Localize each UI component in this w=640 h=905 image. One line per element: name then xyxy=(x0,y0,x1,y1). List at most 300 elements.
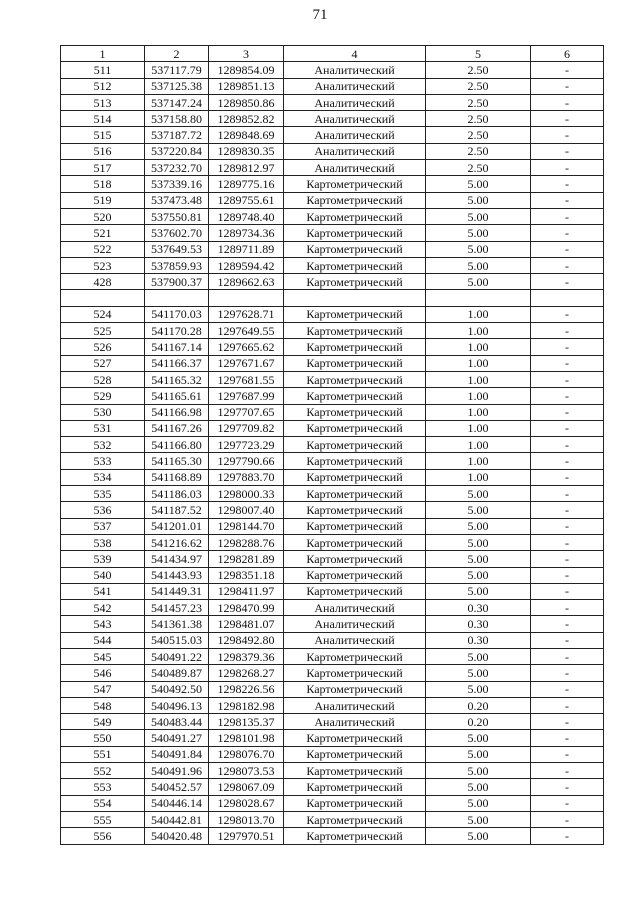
table-row xyxy=(61,355,604,371)
accuracy-cell: 5.00 xyxy=(426,665,531,681)
point-number-cell: 511 xyxy=(61,62,145,78)
y-coordinate-cell: 1289850.86 xyxy=(209,94,284,110)
y-coordinate-cell: 1297628.71 xyxy=(209,306,284,322)
accuracy-cell: 5.00 xyxy=(426,518,531,534)
accuracy-cell: 1.00 xyxy=(426,355,531,371)
method-cell: Аналитический xyxy=(284,143,426,159)
accuracy-cell: 5.00 xyxy=(426,763,531,779)
note-cell: - xyxy=(531,632,604,648)
note-cell: - xyxy=(531,257,604,273)
y-coordinate-cell: 1298411.97 xyxy=(209,583,284,599)
x-coordinate-cell: 541167.26 xyxy=(145,420,209,436)
method-cell: Аналитический xyxy=(284,127,426,143)
method-cell: Картометрический xyxy=(284,371,426,387)
y-coordinate-cell: 1289711.89 xyxy=(209,241,284,257)
point-number-cell: 525 xyxy=(61,323,145,339)
y-coordinate-cell: 1289748.40 xyxy=(209,208,284,224)
x-coordinate-cell: 537602.70 xyxy=(145,225,209,241)
method-cell: Картометрический xyxy=(284,730,426,746)
y-coordinate-cell: 1298135.37 xyxy=(209,714,284,730)
table-row xyxy=(61,828,604,844)
method-cell: Картометрический xyxy=(284,811,426,827)
x-coordinate-cell: 540446.14 xyxy=(145,795,209,811)
y-coordinate-cell: 1298076.70 xyxy=(209,746,284,762)
y-coordinate-cell: 1298288.76 xyxy=(209,534,284,550)
table-row xyxy=(61,811,604,827)
point-number-cell: 516 xyxy=(61,143,145,159)
table-row xyxy=(61,339,604,355)
note-cell: - xyxy=(531,274,604,290)
point-number-cell: 529 xyxy=(61,388,145,404)
method-cell: Картометрический xyxy=(284,306,426,322)
x-coordinate-cell: 541434.97 xyxy=(145,551,209,567)
accuracy-cell: 5.00 xyxy=(426,567,531,583)
note-cell: - xyxy=(531,583,604,599)
accuracy-cell: 2.50 xyxy=(426,127,531,143)
y-coordinate-cell: 1298013.70 xyxy=(209,811,284,827)
point-number-cell: 554 xyxy=(61,795,145,811)
accuracy-cell: 5.00 xyxy=(426,730,531,746)
x-coordinate-cell: 541449.31 xyxy=(145,583,209,599)
x-coordinate-cell: 537158.80 xyxy=(145,111,209,127)
x-coordinate-cell: 541165.30 xyxy=(145,453,209,469)
x-coordinate-cell: 540492.50 xyxy=(145,681,209,697)
note-cell: - xyxy=(531,127,604,143)
method-cell: Картометрический xyxy=(284,486,426,502)
note-cell: - xyxy=(531,469,604,485)
accuracy-cell: 2.50 xyxy=(426,62,531,78)
table-row xyxy=(61,437,604,453)
point-number-cell: 519 xyxy=(61,192,145,208)
point-number-cell: 535 xyxy=(61,486,145,502)
note-cell xyxy=(531,290,604,306)
point-number-cell: 550 xyxy=(61,730,145,746)
point-number-cell: 548 xyxy=(61,697,145,713)
table-row xyxy=(61,600,604,616)
header-cell-1: 1 xyxy=(61,46,145,62)
note-cell: - xyxy=(531,828,604,844)
table-row xyxy=(61,746,604,762)
table-row xyxy=(61,469,604,485)
accuracy-cell: 5.00 xyxy=(426,208,531,224)
method-cell: Картометрический xyxy=(284,681,426,697)
note-cell: - xyxy=(531,404,604,420)
coordinates-table xyxy=(60,45,604,845)
header-cell-3: 3 xyxy=(209,46,284,62)
note-cell: - xyxy=(531,437,604,453)
table-row xyxy=(61,323,604,339)
point-number-cell: 547 xyxy=(61,681,145,697)
y-coordinate-cell: 1297709.82 xyxy=(209,420,284,436)
accuracy-cell: 5.00 xyxy=(426,779,531,795)
method-cell: Картометрический xyxy=(284,746,426,762)
table-row xyxy=(61,274,604,290)
note-cell: - xyxy=(531,143,604,159)
table-row xyxy=(61,665,604,681)
method-cell: Картометрический xyxy=(284,437,426,453)
accuracy-cell: 1.00 xyxy=(426,371,531,387)
method-cell: Картометрический xyxy=(284,795,426,811)
table-row xyxy=(61,143,604,159)
y-coordinate-cell: 1298182.98 xyxy=(209,697,284,713)
accuracy-cell: 1.00 xyxy=(426,453,531,469)
accuracy-cell: 0.30 xyxy=(426,600,531,616)
point-number-cell: 541 xyxy=(61,583,145,599)
note-cell: - xyxy=(531,371,604,387)
accuracy-cell: 5.00 xyxy=(426,534,531,550)
note-cell: - xyxy=(531,616,604,632)
method-cell: Картометрический xyxy=(284,551,426,567)
x-coordinate-cell: 541166.37 xyxy=(145,355,209,371)
point-number-cell xyxy=(61,290,145,306)
note-cell: - xyxy=(531,763,604,779)
accuracy-cell: 2.50 xyxy=(426,143,531,159)
method-cell: Картометрический xyxy=(284,567,426,583)
method-cell: Аналитический xyxy=(284,94,426,110)
point-number-cell: 540 xyxy=(61,567,145,583)
method-cell: Картометрический xyxy=(284,502,426,518)
y-coordinate-cell: 1298073.53 xyxy=(209,763,284,779)
accuracy-cell: 5.00 xyxy=(426,583,531,599)
y-coordinate-cell: 1297723.29 xyxy=(209,437,284,453)
x-coordinate-cell: 541216.62 xyxy=(145,534,209,550)
point-number-cell: 512 xyxy=(61,78,145,94)
point-number-cell: 556 xyxy=(61,828,145,844)
accuracy-cell: 5.00 xyxy=(426,274,531,290)
note-cell: - xyxy=(531,811,604,827)
point-number-cell: 546 xyxy=(61,665,145,681)
note-cell: - xyxy=(531,534,604,550)
table-header-row xyxy=(61,46,604,62)
table-row xyxy=(61,697,604,713)
point-number-cell: 515 xyxy=(61,127,145,143)
table-row xyxy=(61,616,604,632)
y-coordinate-cell: 1298007.40 xyxy=(209,502,284,518)
method-cell: Аналитический xyxy=(284,632,426,648)
note-cell: - xyxy=(531,339,604,355)
method-cell: Картометрический xyxy=(284,241,426,257)
method-cell: Картометрический xyxy=(284,648,426,664)
y-coordinate-cell: 1297671.67 xyxy=(209,355,284,371)
table-row xyxy=(61,404,604,420)
method-cell: Аналитический xyxy=(284,616,426,632)
method-cell: Картометрический xyxy=(284,388,426,404)
x-coordinate-cell: 541165.61 xyxy=(145,388,209,404)
point-number-cell: 543 xyxy=(61,616,145,632)
y-coordinate-cell: 1297687.99 xyxy=(209,388,284,404)
accuracy-cell: 5.00 xyxy=(426,225,531,241)
y-coordinate-cell: 1289755.61 xyxy=(209,192,284,208)
method-cell: Картометрический xyxy=(284,208,426,224)
accuracy-cell: 2.50 xyxy=(426,94,531,110)
method-cell: Картометрический xyxy=(284,453,426,469)
point-number-cell: 542 xyxy=(61,600,145,616)
note-cell: - xyxy=(531,355,604,371)
y-coordinate-cell: 1298351.18 xyxy=(209,567,284,583)
table-row xyxy=(61,551,604,567)
point-number-cell: 518 xyxy=(61,176,145,192)
x-coordinate-cell: 541187.52 xyxy=(145,502,209,518)
method-cell: Картометрический xyxy=(284,257,426,273)
header-cell-2: 2 xyxy=(145,46,209,62)
note-cell: - xyxy=(531,714,604,730)
y-coordinate-cell: 1298379.36 xyxy=(209,648,284,664)
x-coordinate-cell: 540491.96 xyxy=(145,763,209,779)
method-cell: Картометрический xyxy=(284,583,426,599)
point-number-cell: 428 xyxy=(61,274,145,290)
note-cell: - xyxy=(531,78,604,94)
method-cell: Картометрический xyxy=(284,828,426,844)
accuracy-cell: 5.00 xyxy=(426,176,531,192)
x-coordinate-cell: 541170.28 xyxy=(145,323,209,339)
point-number-cell: 555 xyxy=(61,811,145,827)
x-coordinate-cell: 537147.24 xyxy=(145,94,209,110)
accuracy-cell: 5.00 xyxy=(426,192,531,208)
accuracy-cell: 2.50 xyxy=(426,160,531,176)
accuracy-cell: 5.00 xyxy=(426,681,531,697)
point-number-cell: 531 xyxy=(61,420,145,436)
point-number-cell: 551 xyxy=(61,746,145,762)
method-cell xyxy=(284,290,426,306)
accuracy-cell: 2.50 xyxy=(426,78,531,94)
y-coordinate-cell: 1298470.99 xyxy=(209,600,284,616)
table-row xyxy=(61,779,604,795)
method-cell: Картометрический xyxy=(284,763,426,779)
x-coordinate-cell: 537473.48 xyxy=(145,192,209,208)
note-cell: - xyxy=(531,388,604,404)
point-number-cell: 520 xyxy=(61,208,145,224)
x-coordinate-cell: 541201.01 xyxy=(145,518,209,534)
method-cell: Картометрический xyxy=(284,534,426,550)
y-coordinate-cell: 1297883.70 xyxy=(209,469,284,485)
y-coordinate-cell: 1298281.89 xyxy=(209,551,284,567)
note-cell: - xyxy=(531,176,604,192)
point-number-cell: 514 xyxy=(61,111,145,127)
table-row xyxy=(61,730,604,746)
accuracy-cell: 5.00 xyxy=(426,241,531,257)
table-row xyxy=(61,127,604,143)
method-cell: Аналитический xyxy=(284,697,426,713)
x-coordinate-cell: 540491.84 xyxy=(145,746,209,762)
y-coordinate-cell: 1298101.98 xyxy=(209,730,284,746)
point-number-cell: 538 xyxy=(61,534,145,550)
x-coordinate-cell: 541186.03 xyxy=(145,486,209,502)
point-number-cell: 552 xyxy=(61,763,145,779)
x-coordinate-cell: 537859.93 xyxy=(145,257,209,273)
x-coordinate-cell: 541361.38 xyxy=(145,616,209,632)
x-coordinate-cell: 540420.48 xyxy=(145,828,209,844)
method-cell: Картометрический xyxy=(284,274,426,290)
note-cell: - xyxy=(531,518,604,534)
note-cell: - xyxy=(531,567,604,583)
accuracy-cell: 1.00 xyxy=(426,388,531,404)
x-coordinate-cell: 537187.72 xyxy=(145,127,209,143)
table-row xyxy=(61,160,604,176)
y-coordinate-cell: 1289812.97 xyxy=(209,160,284,176)
note-cell: - xyxy=(531,306,604,322)
accuracy-cell: 5.00 xyxy=(426,795,531,811)
page-number: 71 xyxy=(312,7,328,23)
table-row xyxy=(61,583,604,599)
table-row xyxy=(61,208,604,224)
note-cell: - xyxy=(531,730,604,746)
table-row xyxy=(61,567,604,583)
table-row xyxy=(61,518,604,534)
table-body xyxy=(61,46,604,845)
y-coordinate-cell: 1289854.09 xyxy=(209,62,284,78)
point-number-cell: 553 xyxy=(61,779,145,795)
x-coordinate-cell: 540496.13 xyxy=(145,697,209,713)
x-coordinate-cell: 537125.38 xyxy=(145,78,209,94)
table-row xyxy=(61,241,604,257)
table-row xyxy=(61,502,604,518)
point-number-cell: 545 xyxy=(61,648,145,664)
accuracy-cell: 0.20 xyxy=(426,714,531,730)
header-cell-5: 5 xyxy=(426,46,531,62)
accuracy-cell: 5.00 xyxy=(426,486,531,502)
table-row xyxy=(61,176,604,192)
method-cell: Картометрический xyxy=(284,665,426,681)
accuracy-cell: 1.00 xyxy=(426,339,531,355)
x-coordinate-cell: 541457.23 xyxy=(145,600,209,616)
point-number-cell: 524 xyxy=(61,306,145,322)
x-coordinate-cell: 537232.70 xyxy=(145,160,209,176)
table-row xyxy=(61,371,604,387)
note-cell: - xyxy=(531,665,604,681)
table-row xyxy=(61,62,604,78)
y-coordinate-cell: 1289848.69 xyxy=(209,127,284,143)
accuracy-cell: 5.00 xyxy=(426,746,531,762)
x-coordinate-cell: 540515.03 xyxy=(145,632,209,648)
point-number-cell: 517 xyxy=(61,160,145,176)
x-coordinate-cell: 541443.93 xyxy=(145,567,209,583)
method-cell: Аналитический xyxy=(284,78,426,94)
point-number-cell: 526 xyxy=(61,339,145,355)
accuracy-cell: 5.00 xyxy=(426,257,531,273)
note-cell: - xyxy=(531,779,604,795)
accuracy-cell: 5.00 xyxy=(426,502,531,518)
accuracy-cell: 1.00 xyxy=(426,323,531,339)
y-coordinate-cell: 1289830.35 xyxy=(209,143,284,159)
note-cell: - xyxy=(531,648,604,664)
accuracy-cell: 5.00 xyxy=(426,828,531,844)
accuracy-cell: 1.00 xyxy=(426,420,531,436)
header-cell-6: 6 xyxy=(531,46,604,62)
note-cell: - xyxy=(531,486,604,502)
note-cell: - xyxy=(531,551,604,567)
x-coordinate-cell: 541166.98 xyxy=(145,404,209,420)
x-coordinate-cell: 537550.81 xyxy=(145,208,209,224)
method-cell: Картометрический xyxy=(284,404,426,420)
table-separator-row xyxy=(61,290,604,306)
table-row xyxy=(61,257,604,273)
note-cell: - xyxy=(531,420,604,436)
note-cell: - xyxy=(531,746,604,762)
point-number-cell: 527 xyxy=(61,355,145,371)
point-number-cell: 521 xyxy=(61,225,145,241)
y-coordinate-cell: 1298028.67 xyxy=(209,795,284,811)
method-cell: Картометрический xyxy=(284,339,426,355)
point-number-cell: 533 xyxy=(61,453,145,469)
note-cell: - xyxy=(531,502,604,518)
table-row xyxy=(61,795,604,811)
point-number-cell: 537 xyxy=(61,518,145,534)
x-coordinate-cell: 541166.80 xyxy=(145,437,209,453)
y-coordinate-cell: 1298226.56 xyxy=(209,681,284,697)
note-cell: - xyxy=(531,453,604,469)
x-coordinate-cell: 537339.16 xyxy=(145,176,209,192)
table-row xyxy=(61,714,604,730)
x-coordinate-cell: 537220.84 xyxy=(145,143,209,159)
accuracy-cell: 1.00 xyxy=(426,306,531,322)
note-cell: - xyxy=(531,94,604,110)
x-coordinate-cell: 540442.81 xyxy=(145,811,209,827)
x-coordinate-cell: 540491.22 xyxy=(145,648,209,664)
x-coordinate-cell: 541170.03 xyxy=(145,306,209,322)
accuracy-cell: 1.00 xyxy=(426,469,531,485)
method-cell: Аналитический xyxy=(284,111,426,127)
point-number-cell: 534 xyxy=(61,469,145,485)
y-coordinate-cell: 1297649.55 xyxy=(209,323,284,339)
y-coordinate-cell: 1297790.66 xyxy=(209,453,284,469)
point-number-cell: 544 xyxy=(61,632,145,648)
x-coordinate-cell: 540489.87 xyxy=(145,665,209,681)
y-coordinate-cell xyxy=(209,290,284,306)
note-cell: - xyxy=(531,697,604,713)
y-coordinate-cell: 1297970.51 xyxy=(209,828,284,844)
accuracy-cell xyxy=(426,290,531,306)
table-row xyxy=(61,78,604,94)
accuracy-cell: 2.50 xyxy=(426,111,531,127)
note-cell: - xyxy=(531,241,604,257)
method-cell: Аналитический xyxy=(284,714,426,730)
note-cell: - xyxy=(531,323,604,339)
note-cell: - xyxy=(531,600,604,616)
note-cell: - xyxy=(531,111,604,127)
method-cell: Картометрический xyxy=(284,192,426,208)
method-cell: Картометрический xyxy=(284,420,426,436)
y-coordinate-cell: 1298481.07 xyxy=(209,616,284,632)
y-coordinate-cell: 1298000.33 xyxy=(209,486,284,502)
method-cell: Аналитический xyxy=(284,62,426,78)
y-coordinate-cell: 1289594.42 xyxy=(209,257,284,273)
note-cell: - xyxy=(531,160,604,176)
y-coordinate-cell: 1298268.27 xyxy=(209,665,284,681)
table-row xyxy=(61,534,604,550)
note-cell: - xyxy=(531,62,604,78)
point-number-cell: 522 xyxy=(61,241,145,257)
point-number-cell: 539 xyxy=(61,551,145,567)
x-coordinate-cell: 537649.53 xyxy=(145,241,209,257)
y-coordinate-cell: 1289734.36 xyxy=(209,225,284,241)
accuracy-cell: 0.30 xyxy=(426,616,531,632)
y-coordinate-cell: 1298067.09 xyxy=(209,779,284,795)
note-cell: - xyxy=(531,681,604,697)
table-row xyxy=(61,648,604,664)
table-row xyxy=(61,486,604,502)
note-cell: - xyxy=(531,225,604,241)
point-number-cell: 549 xyxy=(61,714,145,730)
y-coordinate-cell: 1289662.63 xyxy=(209,274,284,290)
x-coordinate-cell: 540483.44 xyxy=(145,714,209,730)
x-coordinate-cell: 541167.14 xyxy=(145,339,209,355)
y-coordinate-cell: 1289851.13 xyxy=(209,78,284,94)
method-cell: Аналитический xyxy=(284,160,426,176)
x-coordinate-cell xyxy=(145,290,209,306)
accuracy-cell: 5.00 xyxy=(426,648,531,664)
table-row xyxy=(61,306,604,322)
accuracy-cell: 1.00 xyxy=(426,404,531,420)
